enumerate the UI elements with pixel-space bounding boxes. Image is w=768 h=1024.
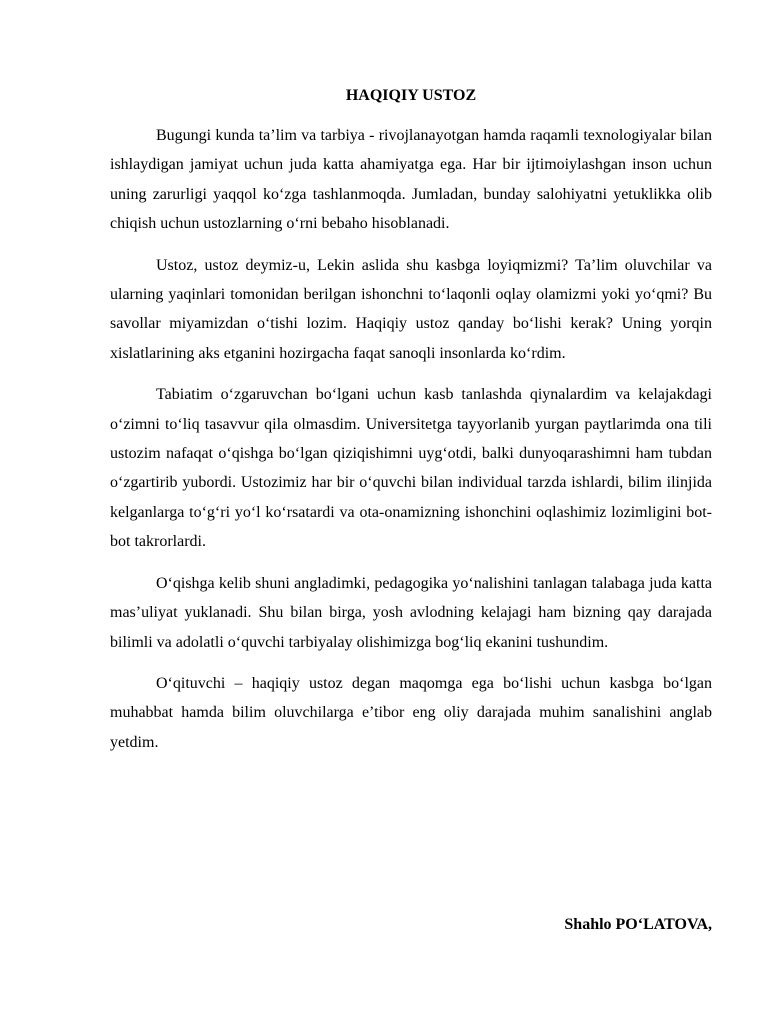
paragraph-2: Ustoz, ustoz deymiz-u, Lekin aslida shu kasbga loyiqmizmi? Ta’lim oluvchilar va ularning yaqinlari tomonidan berilgan ishonchni to‘laqonli oqlay olamizmi yoki yo‘qmi? Bu savollar miyamizdan o‘tishi lozim. Haqiqiy ustoz qanday bo‘lishi kerak? Uning yorqin xislatlarining aks etganini hozirgacha faqat sanoqli insonlarda ko‘rdim.: [110, 256, 712, 362]
author-signature: Shahlo PO‘LATOVA,: [564, 916, 712, 933]
paragraph-1: Bugungi kunda ta’lim va tarbiya - rivojlanayotgan hamda raqamli texnologiyalar bilan ishlaydigan jamiyat uchun juda katta ahamiyatga ega. Har bir ijtimoiylashgan inson uchun uning zarurligi yaqqol ko‘zga tashlanmoqda. Jumladan, bunday salohiyatni yetuklikka olib chiqish uchun ustozlarning o‘rni bebaho hisoblanadi.: [110, 127, 712, 233]
paragraph-4: O‘qishga kelib shuni angladimki, pedagogika yo‘nalishini tanlagan talabaga juda katta mas’uliyat yuklanadi. Shu bilan birga, yosh avlodning kelajagi ham bizning qay darajada bilimli va adolatli o‘quvchi tarbiyalay olishimizga bog‘liq ekanini tushundim.: [110, 574, 712, 651]
document-title: HAQIQIY USTOZ: [345, 87, 477, 104]
document-body: [110, 121, 712, 769]
paragraph-5: O‘qituvchi – haqiqiy ustoz degan maqomga ega bo‘lishi uchun kasbga bo‘lgan muhabbat hamda bilim oluvchilarga e’tibor eng oliy darajada muhim sanalishini anglab yetdim.: [110, 674, 712, 751]
paragraph-3: Tabiatim o‘zgaruvchan bo‘lgani uchun kasb tanlashda qiynalardim va kelajakdagi o‘zimni to‘liq tasavvur qila olmasdim. Universitetga tayyorlanib yurgan paytlarimda ona tili ustozim nafaqat o‘qishga bo‘lgan qiziqishimni uyg‘otdi, balki dunyoqarashimni ham tubdan o‘zgartirib yubordi. Ustozimiz har bir o‘quvchi bilan individual tarzda ishlardi, bilim ilinjida kelganlarga to‘g‘ri yo‘l ko‘rsatardi va ota-onamizning ishonchini oqlashimiz lozimligini bot-bot takrorlardi.: [110, 386, 712, 551]
